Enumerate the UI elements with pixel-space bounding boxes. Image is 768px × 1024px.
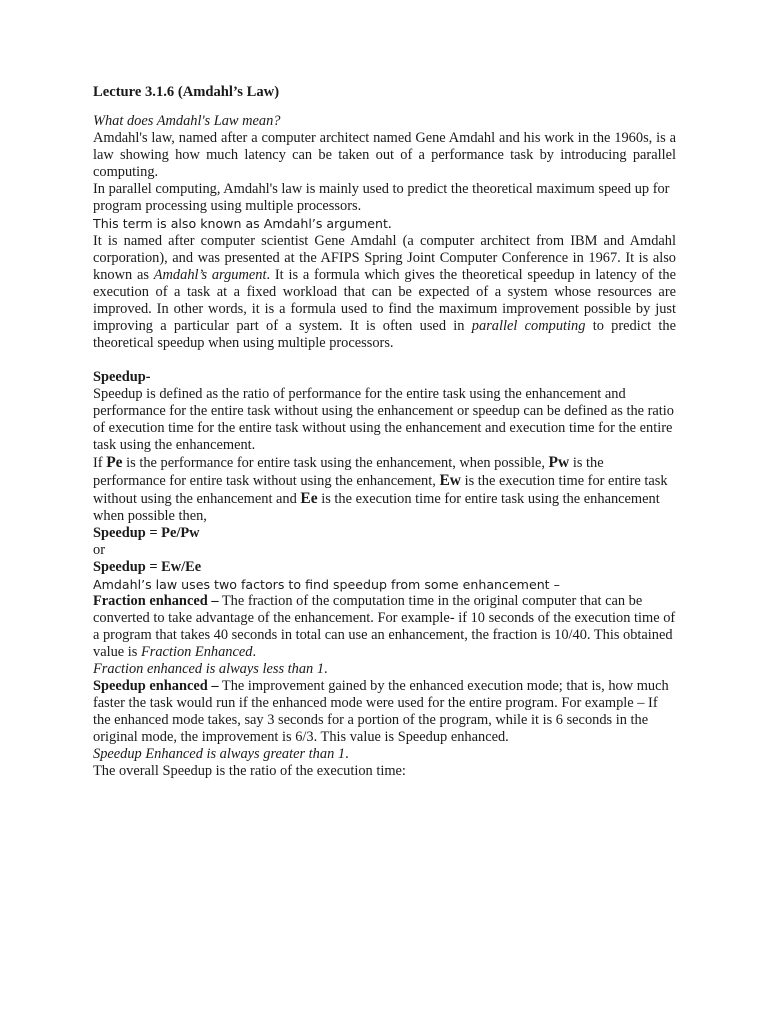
question-text: What does Amdahl's Law mean? — [93, 113, 281, 129]
argument-term-text: This term is also known as Amdahl’s argument — [93, 216, 388, 231]
fraction-enhanced-label: Fraction enhanced – — [93, 593, 219, 609]
intro-paragraph-2: In parallel computing, Amdahl's law is mainly used to predict the theoretical maximum speed up for program processing using multiple processors. — [93, 181, 670, 214]
pw-term: Pw — [548, 454, 570, 471]
intro-paragraph-3: This term is also known as Amdahl’s argument. — [93, 216, 392, 232]
speedup-enhanced-note: Speedup Enhanced is always greater than 1. — [93, 746, 349, 762]
section-spacer — [93, 352, 676, 369]
question-heading — [93, 113, 676, 130]
overall-speedup-text: The overall Speedup is the ratio of the execution time: — [93, 763, 406, 779]
amdahl-argument-italic: Amdahl’s argument — [153, 267, 267, 283]
ee-term: Ee — [300, 490, 318, 507]
ew-term: Ew — [439, 472, 461, 489]
two-factors-text: Amdahl’s law uses two factors to find speedup from some enhancement – — [93, 577, 560, 592]
formula-2: Speedup = Ew/Ee — [93, 559, 202, 575]
speedup-enhanced-label: Speedup enhanced – — [93, 678, 219, 694]
fraction-enhanced-note: Fraction enhanced is always less than 1. — [93, 661, 328, 677]
speedup-definition: Speedup is defined as the ratio of performance for the entire task using the enhancement and performance for the entire task without using the enhancement or speedup can be defined as the ratio of execution time for the entire task without using the enhancement and execution time for the entire task using the enhancement. — [93, 386, 675, 453]
pe-term: Pe — [106, 454, 123, 471]
document-page — [93, 84, 676, 780]
speedup-enhanced-paragraph: Speedup enhanced – The improvement gained by the enhanced execution mode; that is, how much faster the task would run if the enhanced mode were used for the entire program. For example – If the enhanced mode takes, say 3 seconds for a portion of the program, while it is 6 seconds in the original mode, the improvement is 6/3. This value is Speedup enhanced. — [93, 678, 669, 745]
parallel-computing-italic: parallel computing — [471, 318, 586, 334]
variables-paragraph: If Pe is the performance for entire task using the enhancement, when possible, Pw is the performance for entire task without using the enhancement, Ew is the execution time for entire task without using the enhancement and Ee is the execution time for entire task using the enhancement when possible then, — [93, 454, 668, 524]
formula-1: Speedup = Pe/Pw — [93, 525, 200, 541]
fraction-enhanced-paragraph: Fraction enhanced – The fraction of the computation time in the original computer that can be converted to take advantage of the enhancement. For example- if 10 seconds of the execution time of a program that takes 40 seconds in total can use an enhancement, the fraction is 10/40. This obtained value is Fraction Enhanced. — [93, 593, 676, 660]
or-text: or — [93, 542, 105, 558]
history-paragraph: It is named after computer scientist Gene Amdahl (a computer architect from IBM and Amdahl corporation), and was presented at the AFIPS Spring Joint Computer Conference in 1967. It is also known as Amdahl’s argument. It is a formula which gives the theoretical speedup in latency of the execution of a task at a fixed workload that can be expected of a system whose resources are improved. In other words, it is a formula used to find the maximum improvement possible by just improving a particular part of a system. It is often used in parallel computing to predict the theoretical speedup when using multiple processors. — [93, 233, 677, 351]
intro-paragraph-1: Amdahl's law, named after a computer architect named Gene Amdahl and his work in the 1960s, is a law showing how much latency can be taken out of a performance task by introducing parallel computing. — [93, 130, 676, 180]
speedup-heading: Speedup- — [93, 369, 151, 385]
lecture-title: Lecture 3.1.6 (Amdahl’s Law) — [93, 84, 280, 100]
